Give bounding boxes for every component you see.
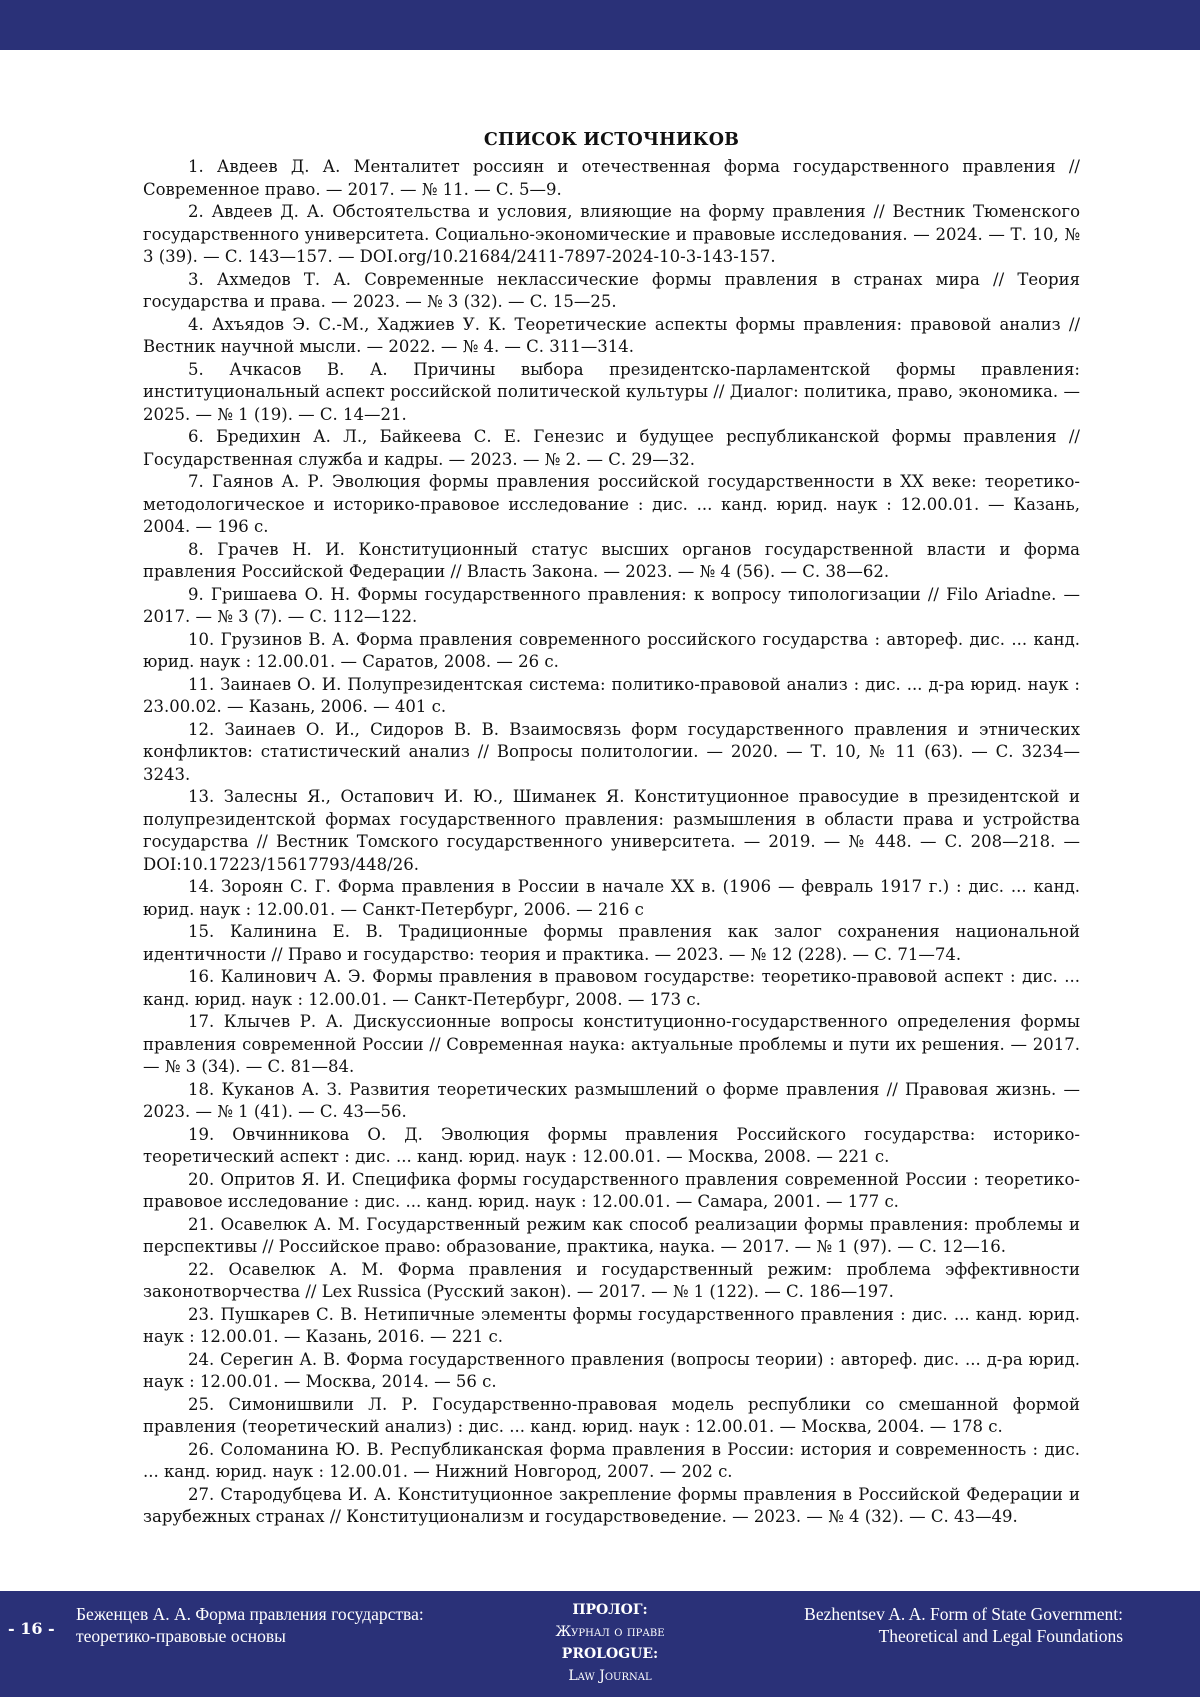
reference-item: 27. Стародубцева И. А. Конституционное закрепление формы правления в Российской Федерации и зарубежных странах // Конституционализм и государствоведение. — 2023. — № 4 (32). — С. 43—49.	[143, 1484, 1080, 1526]
reference-item: 8. Грачев Н. И. Конституционный статус высших органов государственной власти и форма правления Российской Федерации // Власть Закона. — 2023. — № 4 (56). — С. 38—62.	[143, 539, 1080, 581]
reference-item: 7. Гаянов А. Р. Эволюция формы правления российской государственности в XX веке: теоретико-методологическое и историко-правовое исследование : дис. ... канд. юрид. наук : 12.00.01. — Казань, 2004. — 196 с.	[143, 472, 1080, 536]
footer-article-ru-line1: Беженцев А. А. Форма правления государства:	[76, 1604, 424, 1624]
journal-title-ru: ПРОЛОГ:	[572, 1602, 648, 1618]
reference-item: 24. Серегин А. В. Форма государственного правления (вопросы теории) : автореф. дис. ... д-ра юрид. наук : 12.00.01. — Москва, 2014. — 56 с.	[143, 1349, 1080, 1391]
page-number: - 16 -	[8, 1619, 55, 1638]
reference-list	[143, 156, 1080, 1529]
reference-item: 19. Овчинникова О. Д. Эволюция формы правления Российского государства: историко-теоретический аспект : дис. ... канд. юрид. наук : 12.00.01. — Москва, 2008. — 221 с.	[143, 1124, 1080, 1166]
journal-subtitle-en: Law Journal	[568, 1668, 652, 1684]
reference-item: 23. Пушкарев С. В. Нетипичные элементы формы государственного правления : дис. ... канд. юрид. наук : 12.00.01. — Казань, 2016. — 221 с.	[143, 1304, 1080, 1346]
reference-item: 21. Осавелюк А. М. Государственный режим как способ реализации формы правления: проблемы и перспективы // Российское право: образование, практика, наука. — 2017. — № 1 (97). — С. 12—16.	[143, 1214, 1080, 1256]
page-footer	[0, 1591, 1200, 1697]
footer-article-en-line1: Bezhentsev A. A. Form of State Government:	[804, 1604, 1123, 1624]
reference-item: 1. Авдеев Д. А. Менталитет россиян и отечественная форма государственного правления // Современное право. — 2017. — № 11. — С. 5—9.	[143, 157, 1080, 199]
reference-item: 14. Зороян С. Г. Форма правления в России в начале XX в. (1906 — февраль 1917 г.) : дис. ... канд. юрид. наук : 12.00.01. — Санкт-Петербург, 2006. — 216 с	[143, 877, 1080, 919]
journal-subtitle-ru: Журнал о праве	[555, 1624, 665, 1640]
reference-item: 5. Ачкасов В. А. Причины выбора президентско-парламентской формы правления: институциональный аспект российской политической культуры // Диалог: политика, право, экономика. — 2025. — № 1 (19). — С. 14—21.	[143, 359, 1080, 424]
reference-section	[143, 130, 1080, 1529]
reference-item: 16. Калинович А. Э. Формы правления в правовом государстве: теоретико-правовой аспект : дис. ... канд. юрид. наук : 12.00.01. — Санкт-Петербург, 2008. — 173 с.	[143, 967, 1080, 1009]
journal-title-en: PROLOGUE:	[561, 1646, 659, 1662]
reference-item: 10. Грузинов В. А. Форма правления современного российского государства : автореф. дис. ... канд. юрид. наук : 12.00.01. — Саратов, 2008. — 26 с.	[143, 629, 1080, 671]
reference-item: 18. Куканов А. З. Развития теоретических размышлений о форме правления // Правовая жизнь. — 2023. — № 1 (41). — С. 43—56.	[143, 1079, 1080, 1121]
footer-article-ru	[76, 1603, 476, 1647]
reference-item: 15. Калинина Е. В. Традиционные формы правления как залог сохранения национальной идентичности // Право и государство: теория и практика. — 2023. — № 12 (228). — С. 71—74.	[143, 922, 1080, 964]
reference-item: 13. Залесны Я., Остапович И. Ю., Шиманек Я. Конституционное правосудие в президентской и полупрезидентской формах государственного правления: размышления в области права и устройства государства // Вестник Томского государственного университета. — 2019. — № 448. — С. 208—218. — DOI:10.17223/15617793/448/26.	[143, 787, 1080, 874]
footer-article-ru-line2: теоретико-правовые основы	[76, 1626, 286, 1646]
footer-article-en	[720, 1603, 1123, 1647]
reference-item: 12. Заинаев О. И., Сидоров В. В. Взаимосвязь форм государственного правления и этнических конфликтов: статистический анализ // Вопросы политологии. — 2020. — Т. 10, № 11 (63). — С. 3234—3243.	[143, 719, 1080, 784]
reference-item: 2. Авдеев Д. А. Обстоятельства и условия, влияющие на форму правления // Вестник Тюменского государственного университета. Социально-экономические и правовые исследования. — 2024. — Т. 10, № 3 (39). — С. 143—157. — DOI.org/10.21684/2411-7897-2024-10-3-143-157.	[143, 202, 1080, 266]
reference-item: 26. Соломанина Ю. В. Республиканская форма правления в России: история и современность : дис. ... канд. юрид. наук : 12.00.01. — Нижний Новгород, 2007. — 202 с.	[143, 1439, 1080, 1481]
reference-item: 4. Ахъядов Э. С.-М., Хаджиев У. К. Теоретические аспекты формы правления: правовой анализ // Вестник научной мысли. — 2022. — № 4. — С. 311—314.	[143, 314, 1080, 356]
reference-item: 11. Заинаев О. И. Полупрезидентская система: политико-правовой анализ : дис. ... д-ра юрид. наук : 23.00.02. — Казань, 2006. — 401 с.	[143, 674, 1080, 716]
reference-item: 9. Гришаева О. Н. Формы государственного правления: к вопросу типологизации // Filo Ariadne. — 2017. — № 3 (7). — С. 112—122.	[143, 584, 1080, 626]
reference-item: 17. Клычев Р. А. Дискуссионные вопросы конституционно-государственного определения формы правления современной России // Современная наука: актуальные проблемы и пути их решения. — 2017. — № 3 (34). — С. 81—84.	[143, 1012, 1080, 1076]
reference-item: 6. Бредихин А. Л., Байкеева С. Е. Генезис и будущее республиканской формы правления // Государственная служба и кадры. — 2023. — № 2. — С. 29—32.	[143, 427, 1080, 469]
footer-article-en-line2: Theoretical and Legal Foundations	[878, 1626, 1123, 1646]
top-banner	[0, 0, 1200, 50]
section-heading: СПИСОК ИСТОЧНИКОВ	[483, 130, 740, 150]
reference-item: 25. Симонишвили Л. Р. Государственно-правовая модель республики со смешанной формой правления (теоретический анализ) : дис. ... канд. юрид. наук : 12.00.01. — Москва, 2004. — 178 с.	[143, 1394, 1080, 1436]
reference-item: 20. Опритов Я. И. Специфика формы государственного правления современной России : теоретико-правовое исследование : дис. ... канд. юрид. наук : 12.00.01. — Самара, 2001. — 177 с.	[143, 1169, 1080, 1211]
journal-logo	[500, 1599, 720, 1687]
reference-item: 22. Осавелюк А. М. Форма правления и государственный режим: проблема эффективности законотворчества // Lex Russica (Русский закон). — 2017. — № 1 (122). — С. 186—197.	[143, 1259, 1080, 1301]
reference-item: 3. Ахмедов Т. А. Современные неклассические формы правления в странах мира // Теория государства и права. — 2023. — № 3 (32). — С. 15—25.	[143, 269, 1080, 311]
